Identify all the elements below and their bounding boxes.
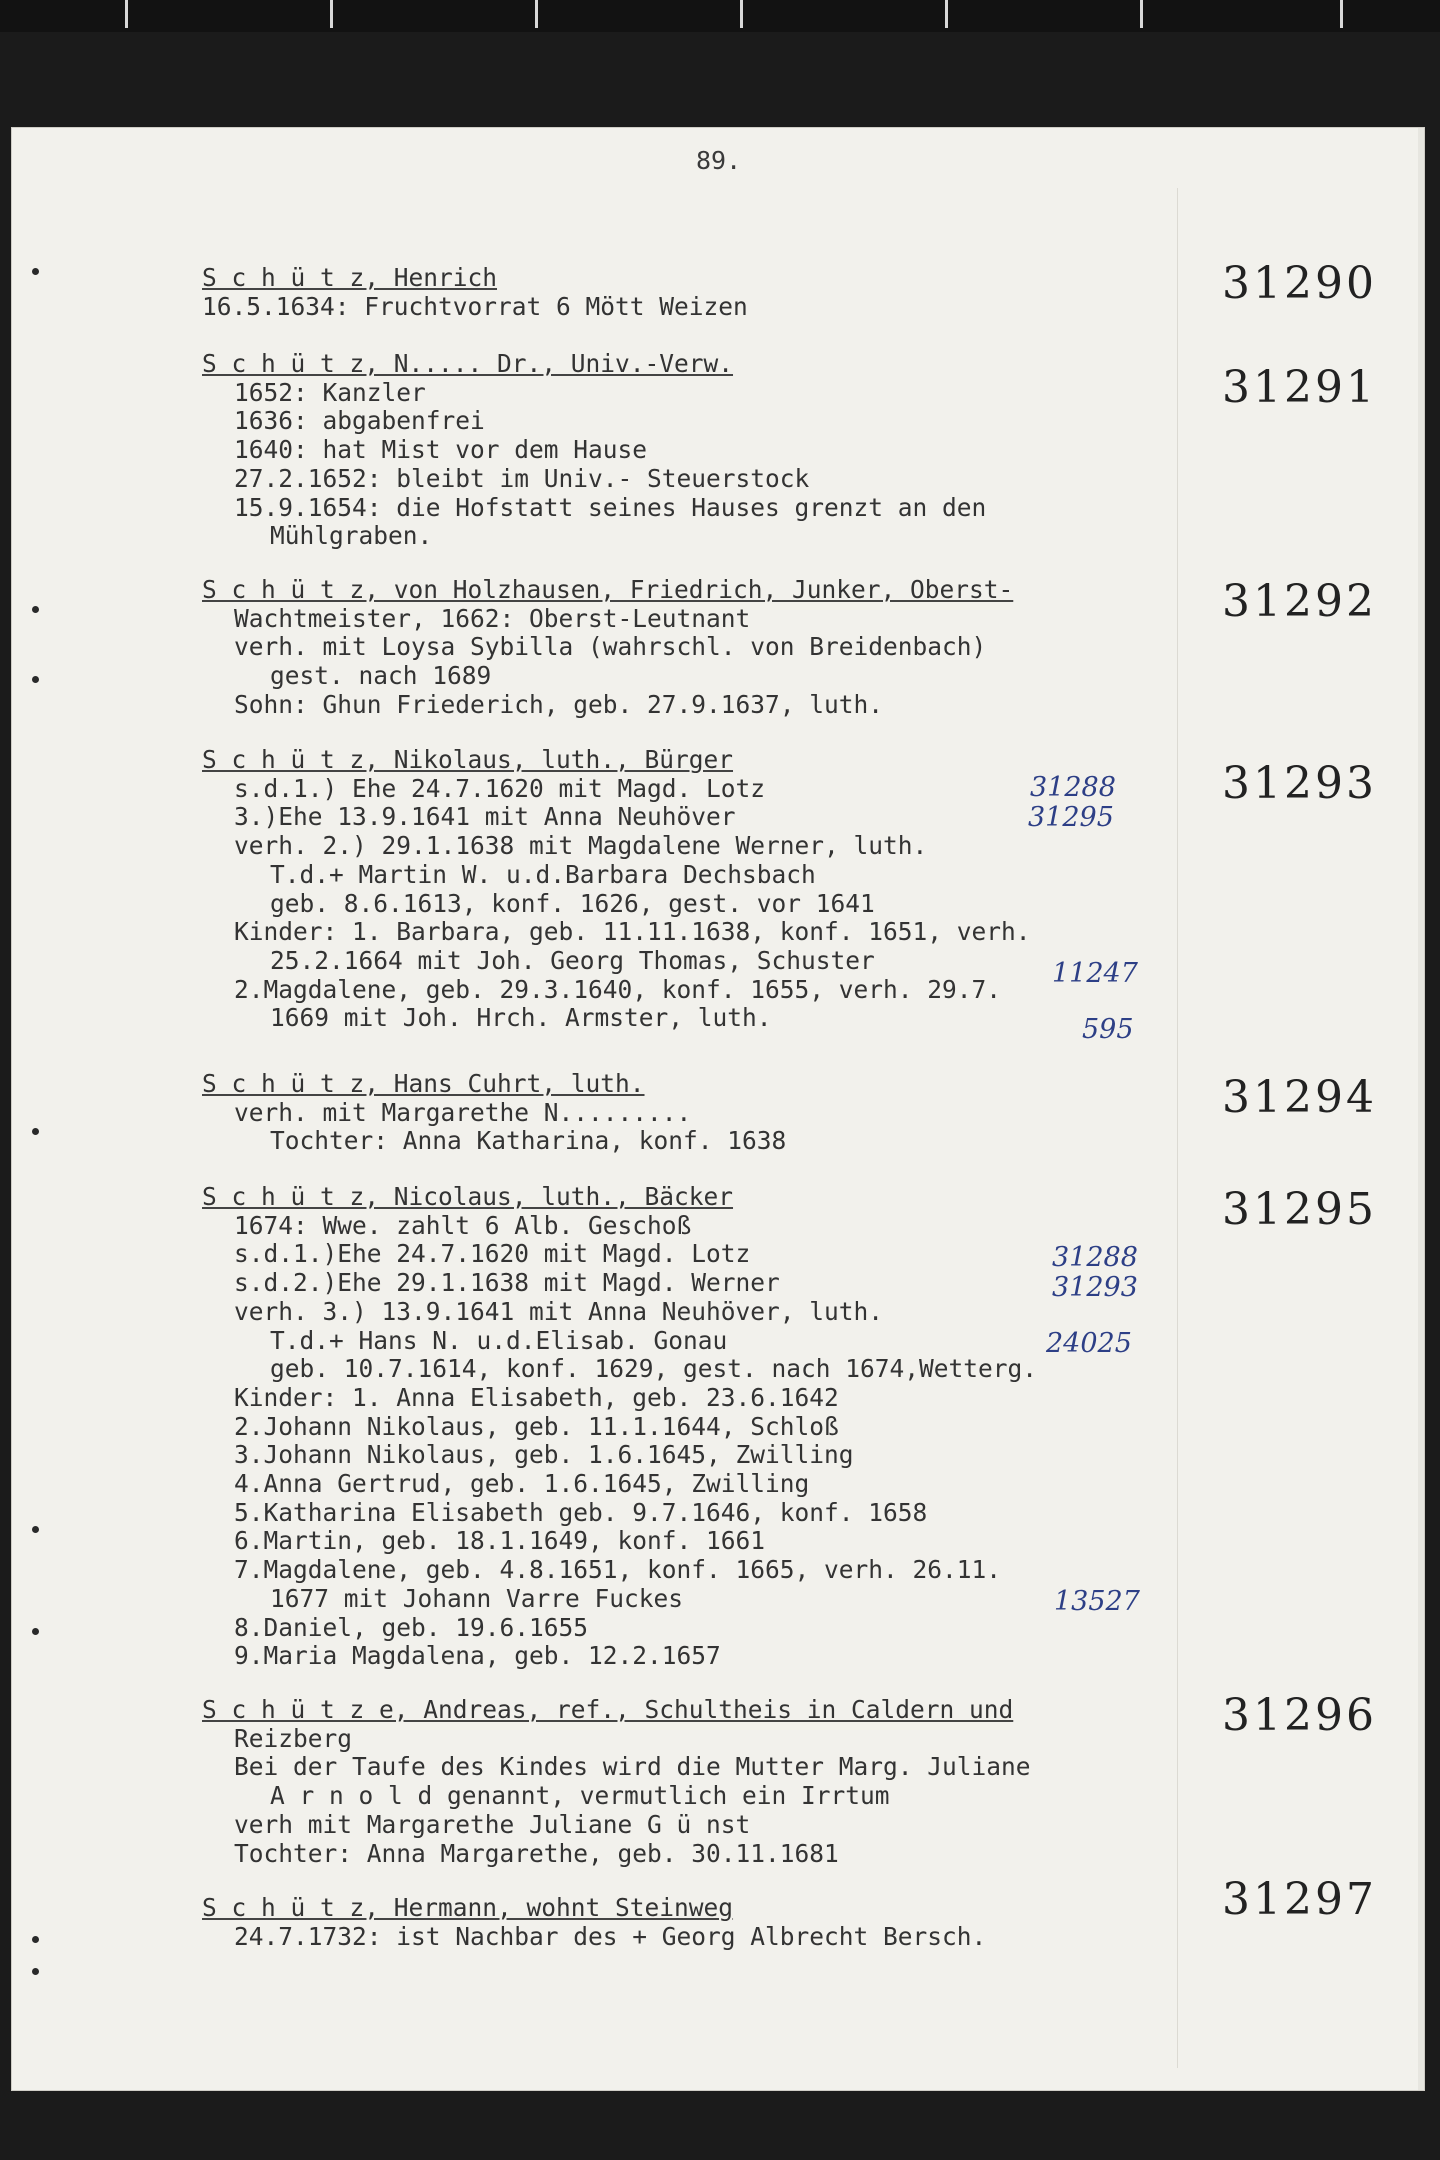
handwritten-ref: 31288 bbox=[1052, 1242, 1138, 1273]
entry-31294 bbox=[202, 1070, 1192, 1156]
entry-line: 2.Johann Nikolaus, geb. 11.1.1644, Schloß bbox=[234, 1411, 839, 1441]
entry-line: geb. 10.7.1614, konf. 1629, gest. nach 1674,Wetterg. bbox=[270, 1354, 1038, 1384]
handwritten-ref: 31295 bbox=[1028, 802, 1114, 833]
entry-line: 27.2.1652: bleibt im Univ.- Steuerstock bbox=[234, 463, 810, 493]
entry-id-number: 31293 bbox=[1222, 758, 1377, 809]
entry-31297 bbox=[202, 1894, 1192, 1951]
entry-line: 1640: hat Mist vor dem Hause bbox=[234, 435, 648, 465]
entry-line: 1677 mit Johann Varre Fuckes bbox=[270, 1583, 684, 1613]
entry-31290 bbox=[202, 264, 1192, 321]
entry-line: 1674: Wwe. zahlt 6 Alb. Geschoß bbox=[234, 1210, 692, 1240]
entry-line: verh. mit Loysa Sybilla (wahrschl. von Breidenbach) bbox=[234, 632, 987, 662]
page-number: 89. bbox=[696, 146, 742, 175]
entry-line: verh. 2.) 29.1.1638 mit Magdalene Werner, luth. bbox=[234, 831, 928, 861]
entry-line: 1636: abgabenfrei bbox=[234, 406, 485, 436]
scan-tick bbox=[945, 0, 948, 28]
entry-heading: S c h ü t z, Nikolaus, luth., Bürger bbox=[202, 745, 734, 774]
entry-line: 6.Martin, geb. 18.1.1649, konf. 1661 bbox=[234, 1526, 766, 1556]
entry-line: verh. mit Margarethe N......... bbox=[234, 1097, 692, 1127]
punch-mark bbox=[32, 1526, 39, 1533]
entry-line: Wachtmeister, 1662: Oberst-Leutnant bbox=[234, 603, 751, 633]
entry-heading: S c h ü t z, Nicolaus, luth., Bäcker bbox=[202, 1182, 734, 1211]
entry-line: T.d.+ Hans N. u.d.Elisab. Gonau bbox=[270, 1325, 728, 1355]
entry-id-number: 31291 bbox=[1222, 362, 1377, 413]
handwritten-ref: 31293 bbox=[1052, 1272, 1138, 1303]
entry-line: 9.Maria Magdalena, geb. 12.2.1657 bbox=[234, 1641, 721, 1671]
entry-id-number: 31294 bbox=[1222, 1072, 1377, 1123]
entry-line: geb. 8.6.1613, konf. 1626, gest. vor 1641 bbox=[270, 888, 875, 918]
punch-mark bbox=[32, 1936, 39, 1943]
handwritten-ref: 13527 bbox=[1054, 1586, 1140, 1617]
entry-heading: S c h ü t z, Hans Cuhrt, luth. bbox=[202, 1069, 645, 1098]
scan-tick bbox=[1340, 0, 1343, 28]
punch-mark bbox=[32, 1968, 39, 1975]
entry-31295 bbox=[202, 1183, 1192, 1671]
entry-line: Tochter: Anna Margarethe, geb. 30.11.1681 bbox=[234, 1838, 839, 1868]
punch-mark bbox=[32, 1628, 39, 1635]
entry-heading: S c h ü t z, N..... Dr., Univ.-Verw. bbox=[202, 349, 734, 378]
entry-line: 8.Daniel, geb. 19.6.1655 bbox=[234, 1612, 589, 1642]
entry-line: 16.5.1634: Fruchtvorrat 6 Mött Weizen bbox=[202, 291, 748, 321]
card-edge bbox=[1418, 128, 1424, 2090]
entry-line: s.d.2.)Ehe 29.1.1638 mit Magd. Werner bbox=[234, 1268, 780, 1298]
entry-line: s.d.1.)Ehe 24.7.1620 mit Magd. Lotz bbox=[234, 1239, 751, 1269]
punch-mark bbox=[32, 676, 39, 683]
entry-line: verh mit Margarethe Juliane G ü nst bbox=[234, 1809, 751, 1839]
entry-line: 1652: Kanzler bbox=[234, 377, 426, 407]
entry-line: Sohn: Ghun Friederich, geb. 27.9.1637, luth. bbox=[234, 689, 884, 719]
scan-tick bbox=[535, 0, 538, 28]
entry-id-number: 31292 bbox=[1222, 576, 1377, 627]
scan-tick bbox=[740, 0, 743, 28]
entry-line: Bei der Taufe des Kindes wird die Mutter Marg. Juliane bbox=[234, 1752, 1031, 1782]
entry-heading: S c h ü t z e, Andreas, ref., Schultheis in Caldern und bbox=[202, 1695, 1014, 1724]
entry-line: Tochter: Anna Katharina, konf. 1638 bbox=[270, 1126, 787, 1156]
entry-id-number: 31296 bbox=[1222, 1690, 1377, 1741]
entry-line: s.d.1.) Ehe 24.7.1620 mit Magd. Lotz bbox=[234, 773, 766, 803]
entry-heading: S c h ü t z, von Holzhausen, Friedrich, Junker, Oberst- bbox=[202, 575, 1014, 604]
entry-heading: S c h ü t z, Hermann, wohnt Steinweg bbox=[202, 1893, 734, 1922]
handwritten-ref: 11247 bbox=[1052, 958, 1138, 989]
punch-mark bbox=[32, 606, 39, 613]
entry-heading: S c h ü t z, Henrich bbox=[202, 263, 498, 292]
entry-line: 5.Katharina Elisabeth geb. 9.7.1646, konf. 1658 bbox=[234, 1497, 928, 1527]
entry-line: A r n o l d genannt, vermutlich ein Irrtum bbox=[270, 1781, 890, 1811]
entry-line: 4.Anna Gertrud, geb. 1.6.1645, Zwilling bbox=[234, 1469, 810, 1499]
punch-mark bbox=[32, 1128, 39, 1135]
entry-line: 3.Johann Nikolaus, geb. 1.6.1645, Zwilling bbox=[234, 1440, 854, 1470]
handwritten-ref: 24025 bbox=[1046, 1328, 1132, 1359]
entry-31292 bbox=[202, 576, 1192, 720]
index-card bbox=[12, 128, 1424, 2090]
scan-tick bbox=[125, 0, 128, 28]
entry-31291 bbox=[202, 350, 1192, 551]
scanner-top-strip bbox=[0, 0, 1440, 32]
entry-31296 bbox=[202, 1696, 1192, 1868]
entry-id-number: 31297 bbox=[1222, 1874, 1377, 1925]
entry-id-number: 31295 bbox=[1222, 1184, 1377, 1235]
entry-line: gest. nach 1689 bbox=[270, 661, 492, 691]
entry-line: 1669 mit Joh. Hrch. Armster, luth. bbox=[270, 1003, 772, 1033]
entry-line: Kinder: 1. Anna Elisabeth, geb. 23.6.1642 bbox=[234, 1382, 839, 1412]
entry-line: 24.7.1732: ist Nachbar des + Georg Albrecht Bersch. bbox=[234, 1921, 987, 1951]
handwritten-ref: 595 bbox=[1082, 1014, 1134, 1045]
entry-line: 3.)Ehe 13.9.1641 mit Anna Neuhöver bbox=[234, 802, 736, 832]
entry-line: Reizberg bbox=[234, 1723, 353, 1753]
entry-line: verh. 3.) 13.9.1641 mit Anna Neuhöver, luth. bbox=[234, 1296, 884, 1326]
entry-line: 25.2.1664 mit Joh. Georg Thomas, Schuster bbox=[270, 945, 875, 975]
entry-line: 7.Magdalene, geb. 4.8.1651, konf. 1665, verh. 26.11. bbox=[234, 1555, 1002, 1585]
scan-tick bbox=[330, 0, 333, 28]
entry-id-number: 31290 bbox=[1222, 258, 1377, 309]
entry-line: Mühlgraben. bbox=[270, 521, 433, 551]
entry-line: 15.9.1654: die Hofstatt seines Hauses grenzt an den bbox=[234, 492, 987, 522]
handwritten-ref: 31288 bbox=[1030, 772, 1116, 803]
entry-line: 2.Magdalene, geb. 29.3.1640, konf. 1655, verh. 29.7. bbox=[234, 974, 1002, 1004]
entry-line: Kinder: 1. Barbara, geb. 11.11.1638, konf. 1651, verh. bbox=[234, 917, 1031, 947]
punch-mark bbox=[32, 268, 39, 275]
scan-tick bbox=[1140, 0, 1143, 28]
entry-line: T.d.+ Martin W. u.d.Barbara Dechsbach bbox=[270, 859, 816, 889]
